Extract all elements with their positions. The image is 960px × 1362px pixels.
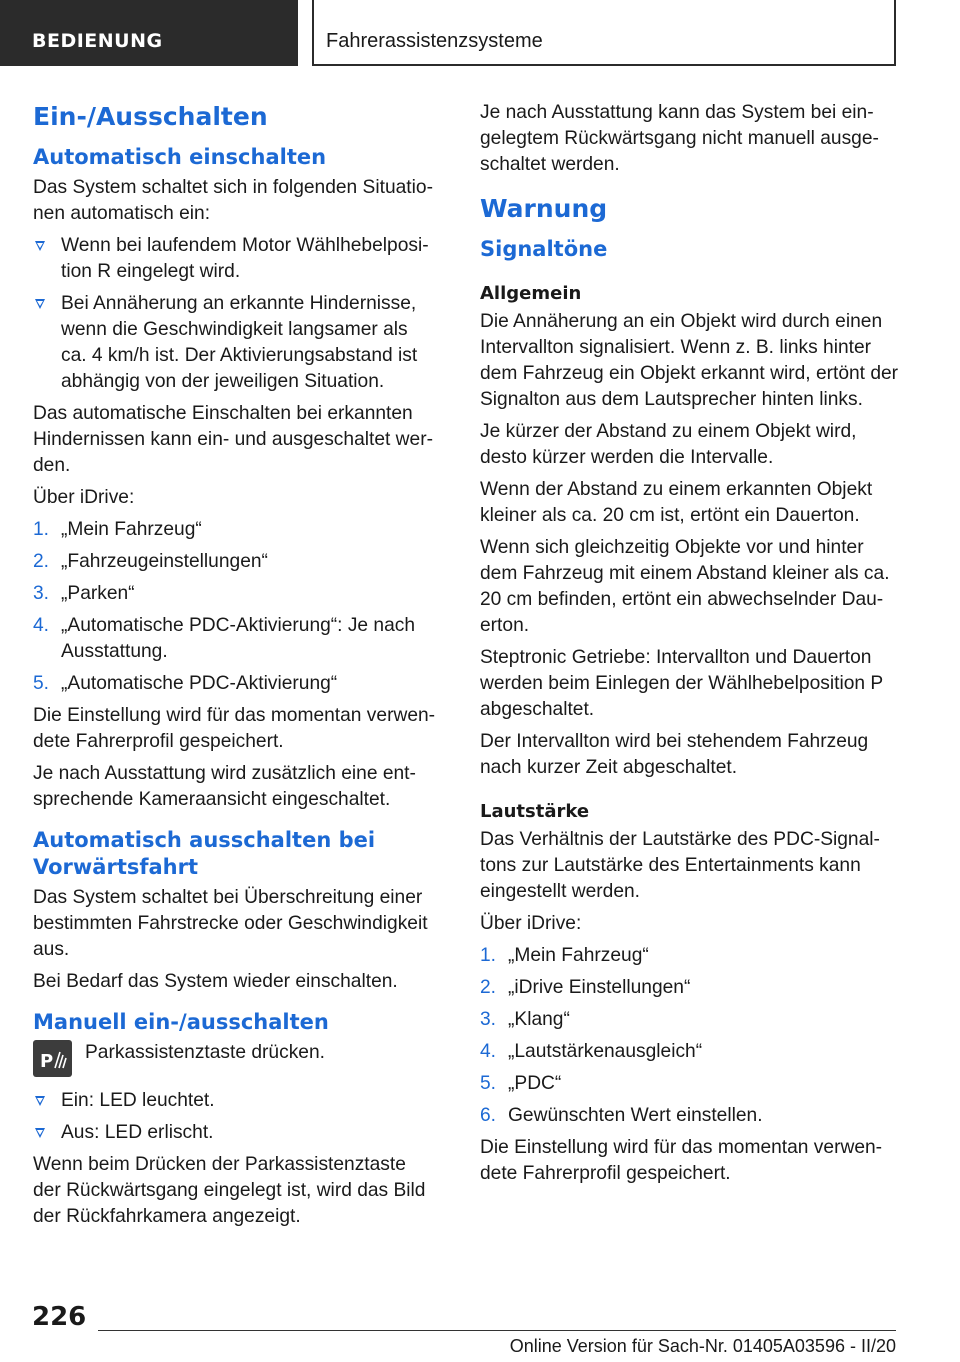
triangle-down-icon	[35, 299, 45, 309]
list-item: Ein: LED leuchtet.	[33, 1088, 438, 1114]
triangle-down-icon	[35, 241, 45, 251]
paragraph: Über iDrive:	[480, 913, 582, 934]
step-number: 4.	[33, 615, 50, 636]
numbered-list	[480, 943, 900, 1129]
list-item: 2. „Fahrzeugeinstellungen“	[33, 549, 438, 575]
button-instruction	[33, 1040, 438, 1080]
button-instruction-text: Parkassistenztaste drücken.	[85, 1042, 325, 1063]
list-item: 1. „Mein Fahrzeug“	[33, 517, 438, 543]
list-item: 3. „Parken“	[33, 581, 438, 607]
paragraph: Über iDrive:	[33, 487, 135, 508]
step-number: 3.	[480, 1009, 497, 1030]
step-number: 2.	[33, 551, 50, 572]
triangle-down-icon	[35, 1096, 45, 1106]
page-number: 226	[32, 1302, 87, 1332]
bullet-list	[33, 233, 438, 395]
step-number: 1.	[480, 945, 497, 966]
step-number: 1.	[33, 519, 50, 540]
footer-version: Online Version für Sach-Nr. 01405A03596 - II/20	[509, 1336, 896, 1356]
chapter-title: Fahrerassistenzsysteme	[312, 0, 896, 66]
right-column	[480, 100, 900, 1193]
page-header	[0, 0, 960, 66]
paragraph: Die Annäherung an ein Objekt wird durch einen Intervallton signalisiert. Wenn z. B. links hinter dem Fahrzeug ein Objekt erkannt wird, ertönt der Signalton aus dem Lautsprecher hinten links.	[480, 311, 899, 410]
paragraph: Wenn der Abstand zu einem erkannten Objekt kleiner als ca. 20 cm ist, ertönt ein Dauerton.	[480, 479, 873, 526]
list-item: 5. „PDC“	[480, 1071, 900, 1097]
step-number: 4.	[480, 1041, 497, 1062]
heading-warnung: Warnung	[480, 194, 608, 223]
step-number: 2.	[480, 977, 497, 998]
bullet-list	[33, 1088, 438, 1146]
heading-allgemein: Allgemein	[480, 283, 582, 304]
list-item: 3. „Klang“	[480, 1007, 900, 1033]
heading-manuell: Manuell ein-/ausschalten	[33, 1010, 329, 1034]
paragraph: Bei Bedarf das System wieder einschalten.	[33, 971, 398, 992]
list-item: 1. „Mein Fahrzeug“	[480, 943, 900, 969]
svg-text:P: P	[39, 1050, 53, 1072]
step-number: 3.	[33, 583, 50, 604]
heading-automatisch-ausschalten: Automatisch ausschalten bei Vorwärtsfahrt	[33, 828, 376, 879]
list-item: Bei Annäherung an erkannte Hindernisse, wenn die Geschwindigkeit langsamer als ca. 4 km/h ist. Der Aktivierungsabstand ist abhängig von der jeweiligen Situation.	[33, 291, 438, 395]
step-number: 5.	[33, 673, 50, 694]
paragraph: Je nach Ausstattung kann das System bei eingelegtem Rückwärtsgang nicht manuell ausgeschaltet werden.	[480, 102, 879, 175]
list-item: 2. „iDrive Einstellungen“	[480, 975, 900, 1001]
paragraph: Das automatische Einschalten bei erkannten Hindernissen kann ein- und ausgeschaltet werden.	[33, 403, 433, 476]
paragraph: Das System schaltet bei Überschreitung einer bestimmten Fahrstrecke oder Geschwindigkeit aus.	[33, 887, 428, 960]
step-number: 5.	[480, 1073, 497, 1094]
paragraph: Der Intervallton wird bei stehendem Fahrzeug nach kurzer Zeit abgeschaltet.	[480, 731, 869, 778]
list-item: 4. „Automatische PDC-Aktivierung“: Je nach Ausstattung.	[33, 615, 416, 662]
numbered-list	[33, 517, 438, 697]
heading-lautstaerke: Lautstärke	[480, 801, 590, 822]
footer-divider	[98, 1330, 896, 1331]
paragraph: Wenn beim Drücken der Parkassistenztaste der Rückwärtsgang eingelegt ist, wird das Bild der Rückfahrkamera angezeigt.	[33, 1154, 426, 1227]
park-assist-button-icon	[33, 1040, 72, 1077]
step-number: 6.	[480, 1105, 497, 1126]
list-item: 6. Gewünschten Wert einstellen.	[480, 1103, 900, 1129]
heading-automatisch-einschalten: Automatisch einschalten	[33, 145, 327, 169]
section-tab: BEDIENUNG	[0, 0, 298, 66]
heading-signaltoene: Signaltöne	[480, 237, 608, 261]
list-item: Aus: LED erlischt.	[33, 1120, 438, 1146]
list-item: 5. „Automatische PDC-Aktivierung“	[33, 671, 438, 697]
paragraph: Das System schaltet sich in folgenden Situationen automatisch ein:	[33, 177, 433, 224]
paragraph: Je kürzer der Abstand zu einem Objekt wird, desto kürzer werden die Intervalle.	[480, 421, 857, 468]
paragraph: Die Einstellung wird für das momentan verwendete Fahrerprofil gespeichert.	[33, 705, 436, 752]
paragraph: Je nach Ausstattung wird zusätzlich eine entsprechende Kameraansicht eingeschaltet.	[33, 763, 416, 810]
left-column	[33, 100, 438, 1236]
paragraph: Die Einstellung wird für das momentan verwendete Fahrerprofil gespeichert.	[480, 1137, 883, 1184]
heading-ein-ausschalten: Ein-/Ausschalten	[33, 102, 268, 131]
paragraph: Steptronic Getriebe: Intervallton und Dauerton werden beim Einlegen der Wählhebelposition P abgeschaltet.	[480, 647, 883, 720]
list-item: 4. „Lautstärkenausgleich“	[480, 1039, 900, 1065]
list-item: Wenn bei laufendem Motor Wählhebelposition R eingelegt wird.	[33, 233, 438, 285]
paragraph: Wenn sich gleichzeitig Objekte vor und hinter dem Fahrzeug mit einem Abstand kleiner als ca. 20 cm befinden, ertönt ein abwechselnder Dauerton.	[480, 537, 890, 636]
triangle-down-icon	[35, 1128, 45, 1138]
paragraph: Das Verhältnis der Lautstärke des PDC-Signaltons zur Lautstärke des Entertainments kann eingestellt werden.	[480, 829, 880, 902]
